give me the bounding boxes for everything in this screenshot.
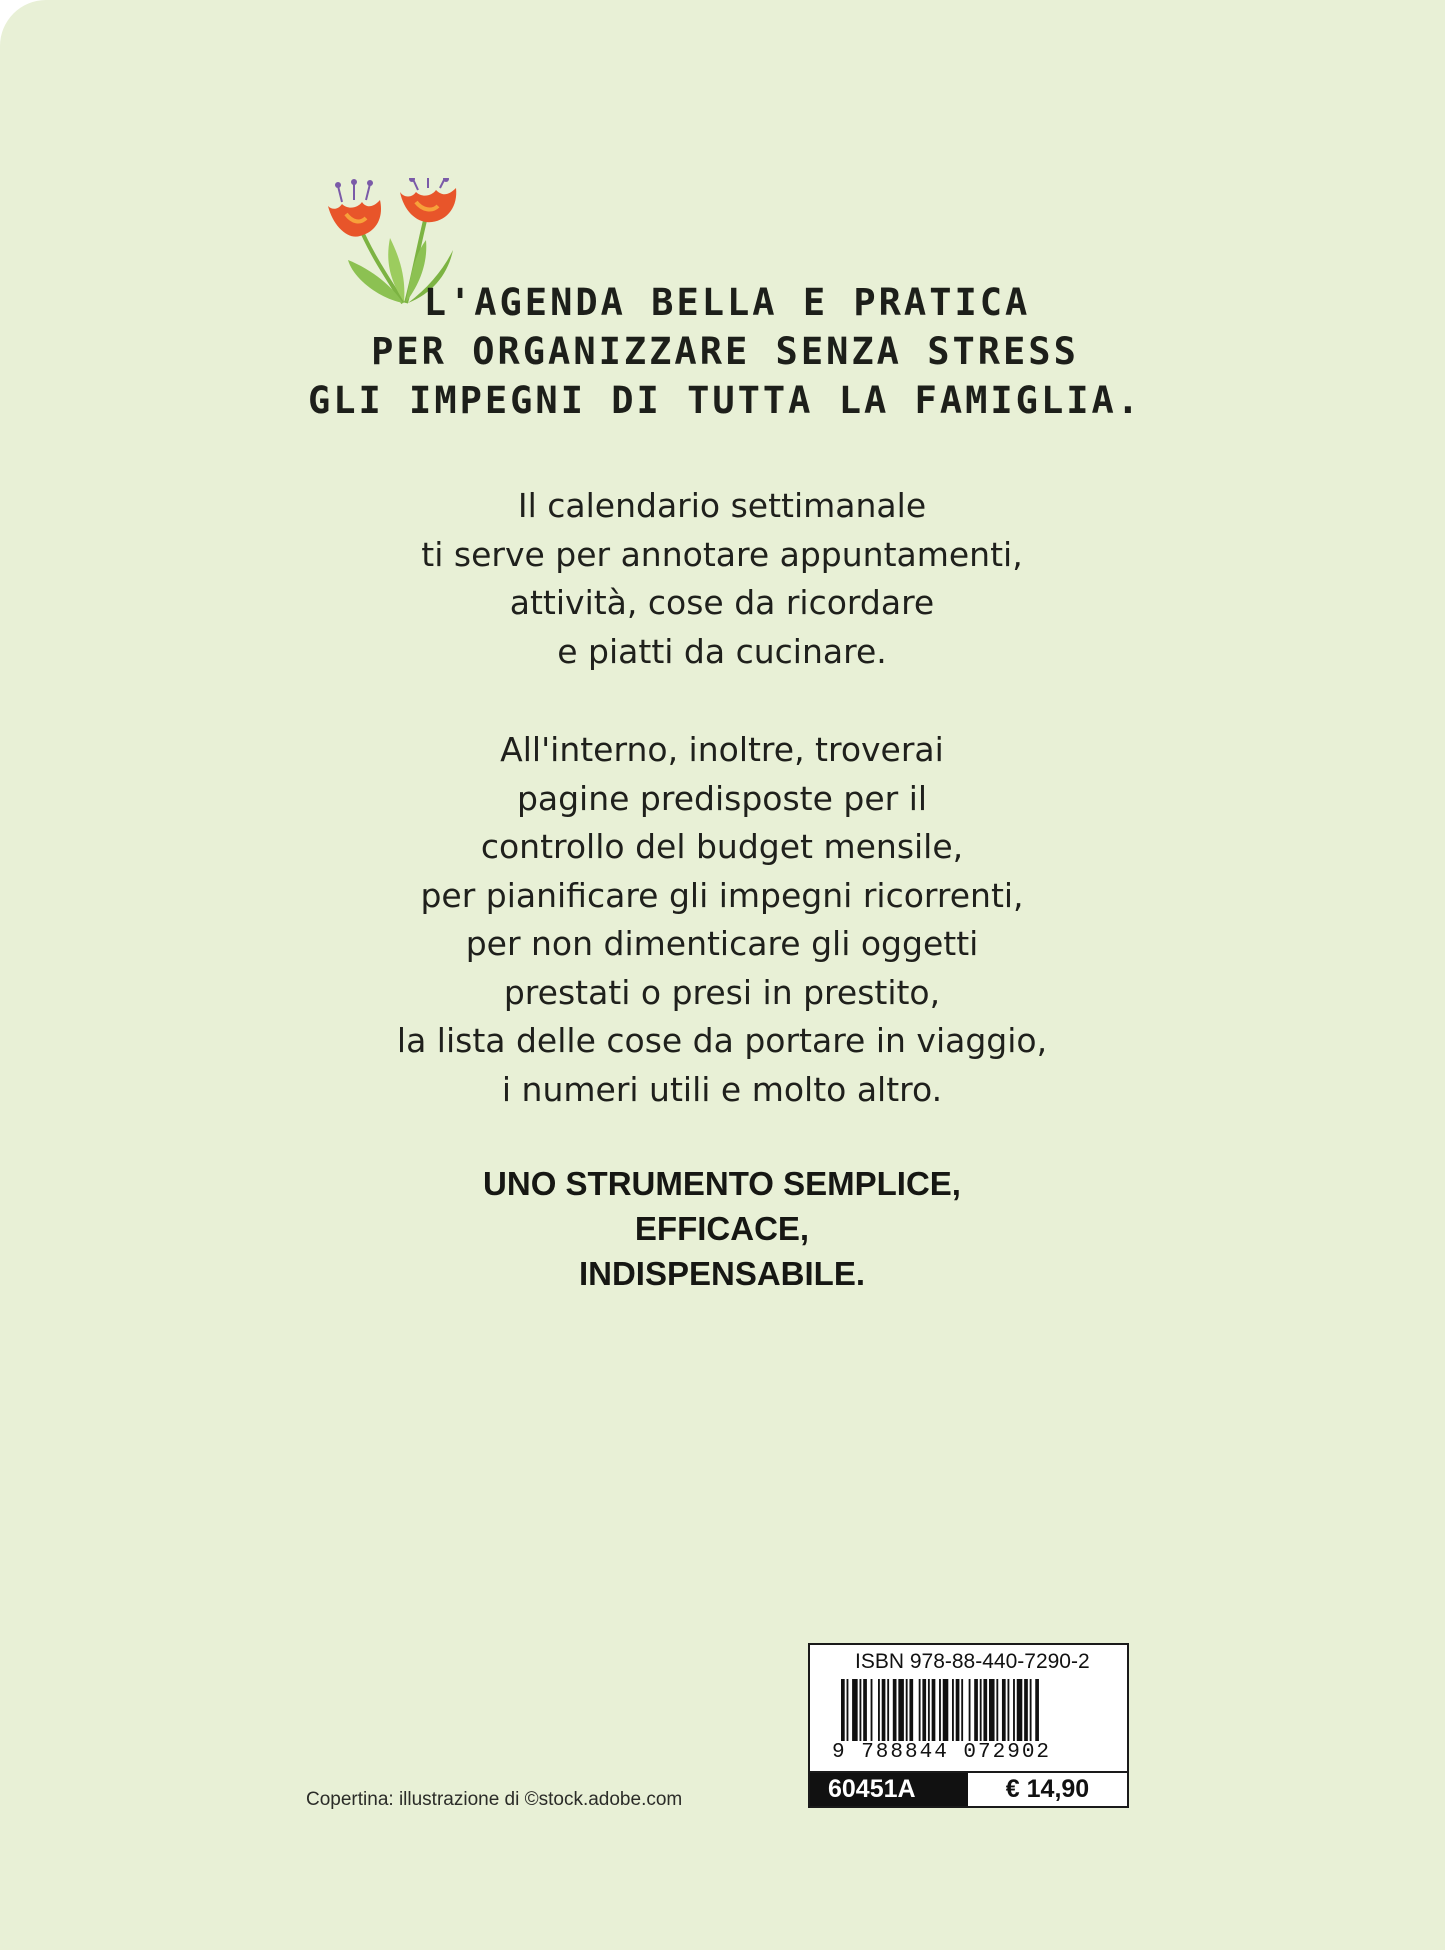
description-paragraph-2	[322, 726, 1122, 1114]
paragraph-line: e piatti da cucinare.	[557, 631, 887, 671]
product-code: 60451A	[810, 1773, 968, 1806]
cover-credit: Copertina: illustrazione di ©stock.adobe.com	[306, 1789, 683, 1810]
paragraph-line: ti serve per annotare appuntamenti,	[421, 534, 1023, 574]
closing-line: EFFICACE,	[634, 1210, 810, 1247]
barcode-block	[808, 1643, 1129, 1808]
paragraph-line: pagine predisposte per il	[516, 778, 928, 818]
paragraph-line: per pianificare gli impegni ricorrenti,	[420, 875, 1024, 915]
tagline-line: GLI IMPEGNI DI TUTTA LA FAMIGLIA.	[307, 379, 1143, 422]
paragraph-line: attività, cose da ricordare	[509, 583, 935, 622]
closing-statement	[322, 1161, 1122, 1296]
barcode-digits: 9 788844 072902	[832, 1741, 1052, 1764]
price: € 14,90	[968, 1773, 1127, 1806]
paragraph-line: i numeri utili e molto altro.	[501, 1069, 943, 1109]
description-paragraph-1	[322, 482, 1122, 676]
paragraph-line: per non dimenticare gli oggetti	[465, 924, 979, 963]
closing-line: INDISPENSABILE.	[578, 1255, 866, 1292]
isbn-label: ISBN 978-88-440-7290-2	[855, 1650, 1090, 1673]
tagline-line: PER ORGANIZZARE SENZA STRESS	[371, 330, 1079, 373]
tagline-line: L'AGENDA BELLA E PRATICA	[423, 281, 1031, 324]
tagline	[300, 278, 1150, 425]
closing-line: UNO STRUMENTO SEMPLICE,	[483, 1165, 961, 1202]
paragraph-line: All'interno, inoltre, troverai	[500, 730, 944, 769]
paragraph-line: controllo del budget mensile,	[480, 827, 964, 866]
paragraph-line: prestati o presi in prestito,	[503, 972, 941, 1012]
paragraph-line: la lista delle cose da portare in viaggio,	[396, 1021, 1048, 1060]
paragraph-line: Il calendario settimanale	[517, 486, 927, 525]
barcode-footer	[810, 1771, 1127, 1806]
